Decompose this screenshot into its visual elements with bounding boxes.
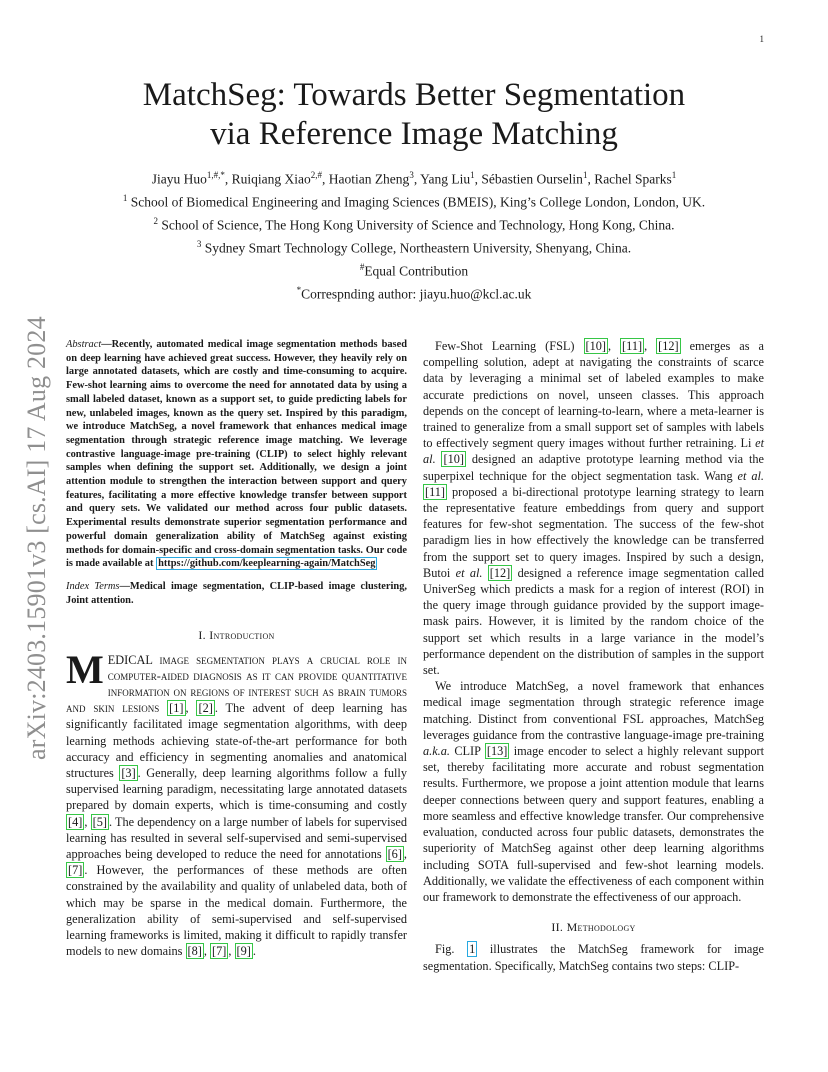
- body-text: CLIP: [449, 744, 485, 759]
- left-column: [66, 338, 407, 959]
- abstract-label: Abstract: [66, 339, 102, 350]
- affiliation-sup: *: [296, 285, 302, 295]
- title-line-2: via Reference Image Matching: [210, 116, 618, 152]
- author-list: Jiayu Huo$^{1,\#,*}$, Ruiqiang Xiao$^{2,\#}$, Haotian Zheng$^3$, Yang Liu$^1$, Sébastien Ourselin$^1$, Rachel Sparks$^1$: [151, 170, 677, 187]
- author-name: Sébastien Ourselin: [481, 171, 583, 187]
- intro-paragraph: MEDICAL image segmentation plays a crucial role in computer-aided diagnosis as it can provide quantitative information on regions of interest such as brain tumors and skin lesions [1] , [2] . The advent of deep learning has significantly facilitated image segmentation algorithms, with deep learning methods achieving state-of-the-art performance for both accuracy and efficiency in segmenting anomalies and anatomical structures [3] . Generally, deep learning algorithms follow a fully supervised learning paradigm, necessitating large annotated datasets prepared by domain experts, which is time-consuming and costly [4] , [5] . The dependency on a large number of labels for supervised learning has resulted in several self-supervised and semi-supervised approaches being developed to reduce the need for annotations [6] , [7] . However, the performances of these methods are often constrained by the availability and quality of unlabeled data, both of which may be sparse in the medical domain. Furthermore, the generalization ability of semi-supervised and self-supervised learning frameworks is limited, making it difficult to rapidly transfer models to new domains [8] , [7] , [9] .: [66, 646, 407, 959]
- affiliation-text: Sydney Smart Technology College, Northeastern University, Shenyang, China.: [204, 240, 632, 256]
- citation-link[interactable]: [3]: [121, 765, 136, 780]
- separator: ,: [185, 701, 197, 716]
- intro-text: .: [252, 944, 256, 959]
- citation-link[interactable]: [13]: [486, 744, 508, 759]
- body-text: image encoder to select a highly relevant support set, thereby facilitating more accurate and robust segmentation results. Furthermore, we propose a joint attention module that learns deeper connections between query and support features, enabling a more seamless and effective knowledge transfer. Our comprehensive evaluation, conducted across four public datasets, demonstrates the superiority of MatchSeg against other deep learning algorithms including SOTA full-supervised and few-shot learning models. Additionally, we validate the effectiveness of each component within our framework to demonstrate the effectiveness of our approach.: [423, 744, 764, 904]
- citation-link[interactable]: [6]: [387, 847, 402, 861]
- author-name: Ruiqiang Xiao: [231, 171, 311, 187]
- equal-contribution-note: [0, 258, 828, 281]
- author-sup: 1: [671, 170, 677, 180]
- corresponding-author-note: [0, 281, 828, 304]
- affiliation: [0, 212, 828, 235]
- citation-link[interactable]: [7]: [212, 944, 227, 959]
- page-number: 1: [759, 34, 764, 44]
- author-name: Yang Liu: [420, 171, 471, 187]
- index-terms-text: —Medical image segmentation, CLIP-based image clustering, Joint attention.: [66, 580, 407, 606]
- paper-title: [0, 76, 828, 154]
- section-title: Introduction: [209, 628, 275, 643]
- citation-link[interactable]: [12]: [489, 565, 511, 580]
- author-sup: 3: [409, 170, 414, 180]
- title-line-1: MatchSeg: Towards Better Segmentation: [142, 77, 686, 113]
- affiliation-text: Correspnding author: jiayu.huo@kcl.ac.uk: [301, 286, 532, 302]
- citation-link[interactable]: [5]: [92, 814, 107, 829]
- intro-text: . The dependency on a large number of labels for supervised learning has resulted in several self-supervised and semi-supervised approaches being developed to reduce the need for annotations: [66, 814, 407, 861]
- section-number: II.: [551, 920, 564, 935]
- author-name: Rachel Sparks: [594, 171, 672, 187]
- dropcap: M: [66, 646, 104, 692]
- body-text: Fig.: [435, 942, 468, 957]
- citation-link[interactable]: [1]: [169, 701, 184, 716]
- section-heading-methodology: [423, 919, 764, 935]
- citation-link[interactable]: [12]: [658, 339, 679, 353]
- figure-link[interactable]: 1: [469, 942, 476, 957]
- citation-link[interactable]: [11]: [425, 484, 446, 499]
- author-block: [0, 166, 828, 304]
- intro-text: . The advent of deep learning has significantly facilitated image segmentation algorithms, with deep learning methods achieving state-of-the-art performance for both accuracy and efficiency in segmenting anomalies and anatomical structures: [66, 701, 407, 780]
- abstract-text: —Recently, automated medical image segmentation methods based on deep learning have achieved great success. However, they heavily rely on large annotated datasets, which are costly and time-consuming to acquire. Few-shot learning aims to overcome the need for annotated data by using a small labeled dataset, known as a support set, to guide predicting labels for new, unlabeled images, known as the query set. Inspired by this paradigm, we introduce MatchSeg, a novel framework that enhances medical image segmentation through strategic reference image matching. We leverage contrastive language-image pre-training (CLIP) to select highly relevant samples when defining the support set. Additionally, we design a joint attention module to strengthen the interaction between support and query features, facilitating a more effective knowledge transfer between support and query sets. We validated our method across four public datasets. Experimental results demonstrate superior segmentation performance and powerful domain generalization ability of MatchSeg against existing methods for domain-specific and cross-domain segmentation tasks. Our code is made available at: [66, 339, 407, 570]
- author-sup: 1: [470, 170, 475, 180]
- affiliation: [0, 235, 828, 258]
- arxiv-stamp: arXiv:2403.15901v3 [cs.AI] 17 Aug 2024: [22, 316, 51, 760]
- citation-link[interactable]: [8]: [187, 944, 202, 959]
- intro-text: EDICAL image segmentation plays a crucial role in computer-aided diagnosis as it can provide quantitative information on regions of interest such as brain tumors and skin lesions: [66, 652, 407, 716]
- body-text: designed an adaptive prototype learning method via the superpixel technique for the object segmentation task. Wang: [423, 452, 764, 483]
- index-terms-label: Index Terms: [66, 580, 120, 592]
- section-heading-introduction: [66, 627, 407, 643]
- affiliation-sup: 2: [153, 216, 158, 226]
- citation-link[interactable]: [11]: [622, 339, 643, 353]
- affiliation-sup: #: [359, 262, 365, 272]
- affiliation-text: Equal Contribution: [364, 263, 469, 279]
- intro-text: . However, the performances of these methods are often constrained by the availability and quality of unlabeled data, both of which may be sparse in the medical domain. Furthermore, the generalization ability of semi-supervised and self-supervised learning frameworks is limited, making it difficult to rapidly transfer models to new domains: [66, 863, 407, 959]
- citation-link[interactable]: [7]: [68, 863, 83, 878]
- body-text: designed a reference image segmentation called UniverSeg which predicts a mask for a region of interest (ROI) in the query image through guidance provided by the support image-mask pairs. However, it is limited by the random choice of the support set which results in a large variance in the model’s performance dependent on the distribution of samples in the support set.: [423, 565, 764, 678]
- et-al: et al.: [455, 565, 483, 580]
- citation-link[interactable]: [4]: [68, 814, 83, 829]
- method-paragraph: [423, 941, 764, 973]
- citation-link[interactable]: [10]: [585, 339, 606, 353]
- affiliation-text: School of Biomedical Engineering and Imaging Sciences (BMEIS), King’s College London, London, UK.: [130, 194, 706, 210]
- body-text: illustrates the MatchSeg framework for image segmentation. Specifically, MatchSeg contains two steps: CLIP-: [423, 942, 765, 973]
- body-text: We introduce MatchSeg, a novel framework that enhances medical image segmentation through strategic reference image matching. Distinct from conventional FSL approaches, MatchSeg leverages guidance from the contrastive language-image pre-training: [423, 679, 764, 742]
- affiliation-sup: 1: [122, 193, 128, 203]
- author-sup: 2,#: [310, 170, 322, 180]
- section-title: Methodology: [566, 920, 636, 935]
- citation-link[interactable]: [2]: [198, 701, 213, 716]
- affiliation-text: School of Science, The Hong Kong University of Science and Technology, Hong Kong, China.: [161, 217, 675, 233]
- abstract: [66, 338, 407, 571]
- body-text: proposed a bi-directional prototype learning strategy to learn the representative feature embeddings from query and support features for few-shot segmentation. The success of the few-shot paradigm lies in how effectively the knowledge can be transferred from the support set to query images. Inspired by such a design, Butoi: [423, 484, 764, 580]
- author-name: Haotian Zheng: [328, 171, 410, 187]
- aka: a.k.a.: [423, 744, 450, 759]
- right-column: [423, 338, 764, 974]
- citation-link[interactable]: [10]: [443, 452, 464, 467]
- citation-link[interactable]: [9]: [236, 944, 251, 959]
- matchseg-paragraph: [423, 678, 764, 905]
- body-text: Few-Shot Learning (FSL): [435, 339, 584, 353]
- section-number: I.: [198, 628, 206, 643]
- author-name: Jiayu Huo: [151, 171, 207, 187]
- fsl-paragraph: Few-Shot Learning (FSL) [10] , [11] , [12] emerges as a compelling solution, adept at navigating the constraints of scarce data by leveraging a minimal set of labeled examples to make accurate predictions on novel, unseen classes. This approach depends on the concept of learning-to-learn, where a meta-learner is trained to generalize from a small support set of samples with labels to effectively segment query images without further retraining. Li et al. [10] designed an adaptive prototype learning method via the superpixel technique for the object segmentation task. Wang et al. [11] proposed a bi-directional prototype learning strategy to learn the representative feature embeddings from query and support features for few-shot segmentation. The success of the few-shot paradigm lies in how effectively the knowledge can be transferred from the support set to query images. Inspired by such a design, Butoi et al. [12] designed a reference image segmentation called UniverSeg which predicts a mask for a region of interest (ROI) in the query image through guidance provided by the support image-mask pairs. However, it is limited by the random choice of the support set which results in a large variance in the model’s performance dependent on the distribution of samples in the support set.: [423, 339, 764, 678]
- intro-text: . Generally, deep learning algorithms follow a fully supervised learning paradigm, necessitating large annotated datasets prepared by domain experts, which is time-consuming and costly: [66, 765, 407, 813]
- code-link[interactable]: https://github.com/keeplearning-again/MatchSeg: [158, 558, 376, 570]
- et-al: et al.: [423, 436, 764, 467]
- body-text: emerges as a compelling solution, adept at navigating the constraints of scarce data by leveraging a minimal set of labeled examples to make accurate predictions on novel, unseen classes. This approach depends on the concept of learning-to-learn, where a meta-learner is trained to generalize from a small support set of samples with labels to effectively segment query images without further retraining. Li: [423, 339, 764, 451]
- affiliation-sup: 3: [196, 239, 202, 249]
- affiliation: [0, 189, 828, 212]
- author-sup: 1: [582, 170, 588, 180]
- author-sup: 1,#,*: [206, 170, 225, 180]
- index-terms: [66, 580, 407, 607]
- et-al: et al.: [737, 468, 764, 483]
